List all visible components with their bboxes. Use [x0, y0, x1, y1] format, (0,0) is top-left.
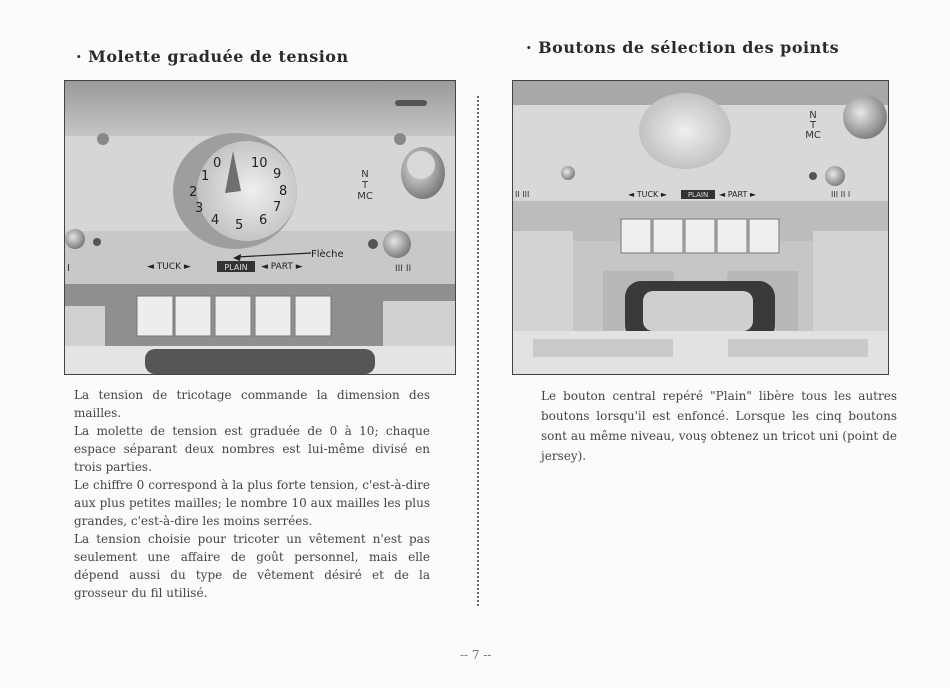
fleche-label: Flèche: [311, 249, 344, 260]
roman-label-left: I: [67, 263, 70, 274]
left-body-text: [74, 386, 430, 602]
dial-number: 5: [235, 218, 244, 233]
roman-label-left: II III: [515, 190, 530, 199]
ntmc-label: N: [809, 110, 817, 121]
ntmc-label: N: [361, 169, 369, 180]
dial-number: 10: [251, 156, 268, 171]
paragraph: La tension choisie pour tricoter un vêtement n'est pas seulement une affaire de goût personnel, mais elle dépend aussi du type de vêtement désiré et de la grosseur du fil utilisé.: [74, 532, 430, 600]
tension-dial-photo: [64, 80, 456, 375]
dial-number: 4: [211, 213, 220, 228]
dial-number: 6: [259, 213, 268, 228]
roman-label-right: III II I: [831, 190, 851, 199]
tuck-label: ◄ TUCK ►: [147, 262, 191, 272]
ntmc-label: MC: [805, 130, 821, 141]
paragraph: Le chiffre 0 correspond à la plus forte tension, c'est-à-dire aux plus petites mailles; le nombre 10 aux mailles les plus grandes, c'est-à-dire les moins serrées.: [74, 478, 430, 528]
paragraph: La molette de tension est graduée de 0 à 10; chaque espace séparant deux nombres est lui-même divisé en trois parties.: [74, 424, 430, 474]
selection-buttons-photo: [512, 80, 889, 375]
dial-number: 8: [279, 184, 288, 199]
stitch-buttons: [621, 219, 779, 253]
right-section-title: · Boutons de sélection des points: [526, 38, 840, 57]
stitch-buttons: [137, 296, 331, 336]
roman-label-right: III II: [395, 264, 412, 274]
part-label: ◄ PART ►: [261, 262, 303, 272]
page-number: -- 7 --: [460, 648, 492, 662]
ntmc-label: T: [809, 120, 817, 131]
ntmc-label: T: [361, 180, 369, 191]
dial-number: 3: [195, 201, 204, 216]
ntmc-label: MC: [357, 191, 373, 202]
right-body-text: Le bouton central repéré "Plain" libère tous les autres boutons lorsqu'il est enfoncé. Lorsque les cinq boutons sont au même niveau, vouş obtenez un tricot uni (point de jersey).: [541, 389, 897, 463]
plain-label: PLAIN: [224, 263, 248, 272]
tuck-label: ◄ TUCK ►: [628, 190, 667, 199]
dial-number: 7: [273, 200, 282, 215]
plain-label: PLAIN: [687, 191, 709, 199]
dial-number: 0: [213, 156, 222, 171]
dial-number: 9: [273, 167, 282, 182]
part-label: ◄ PART ►: [719, 190, 757, 199]
dial-number: 1: [201, 169, 210, 184]
column-divider: [477, 96, 479, 606]
dial-number: 2: [189, 185, 198, 200]
left-section-title: · Molette graduée de tension: [76, 47, 349, 66]
paragraph: La tension de tricotage commande la dimension des mailles.: [74, 388, 430, 420]
